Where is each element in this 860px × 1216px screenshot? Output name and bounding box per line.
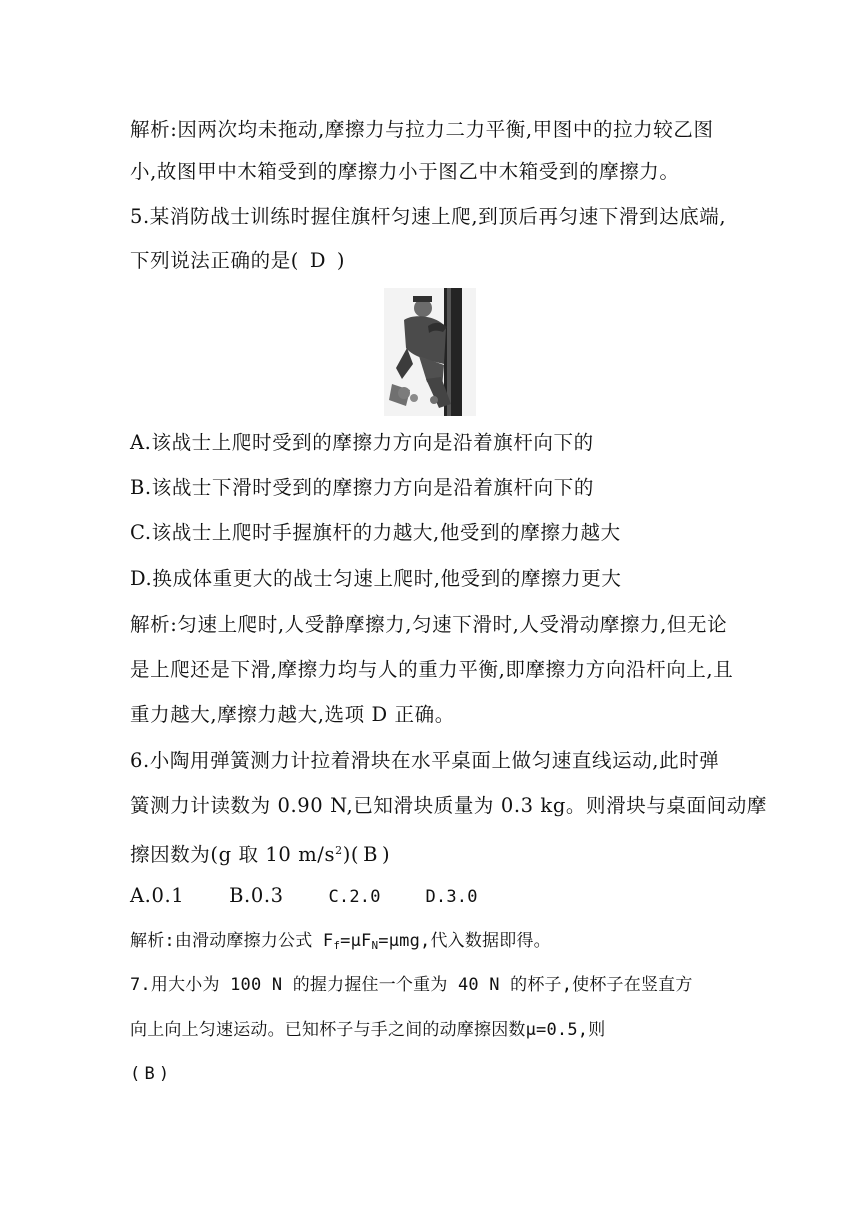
q7-stem-suffix: ) — [158, 1064, 170, 1084]
q6-option-c: C.2.0 — [328, 887, 381, 907]
q5-stem-line-2 — [130, 249, 345, 273]
q6-stem-suffix: ) — [382, 843, 391, 866]
q6-stem-mid: )( — [342, 843, 360, 866]
q6-option-d: D.3.0 — [425, 887, 478, 907]
q5-option-b: B.该战士下滑时受到的摩擦力方向是沿着旗杆向下的 — [130, 476, 594, 499]
q5-answer: D — [309, 249, 327, 272]
q6-option-b: B.0.3 — [229, 884, 284, 907]
q6-stem-line-2: 簧测力计读数为 0.90 N,已知滑块质量为 0.3 kg。则滑块与桌面间动摩 — [130, 794, 767, 817]
q5-stem-prefix: 下列说法正确的是( — [130, 249, 300, 272]
q5-stem-line-1: 5.某消防战士训练时握住旗杆匀速上爬,到顶后再匀速下滑到达底端, — [130, 205, 727, 228]
q5-option-a: A.该战士上爬时受到的摩擦力方向是沿着旗杆向下的 — [130, 431, 594, 454]
q7-stem-prefix: ( — [130, 1064, 141, 1084]
q6-analysis-mid: =μF — [340, 931, 372, 951]
q6-options-row — [130, 884, 516, 909]
soldier-climbing-pole-photo — [384, 288, 476, 416]
q6-analysis-prefix: 解析:由滑动摩擦力公式 F — [130, 931, 334, 951]
q4-analysis-line-1: 解析:因两次均未拖动,摩擦力与拉力二力平衡,甲图中的拉力较乙图 — [130, 118, 714, 141]
q6-answer: B — [363, 843, 379, 866]
q4-analysis-line-2: 小,故图甲中木箱受到的摩擦力小于图乙中木箱受到的摩擦力。 — [130, 160, 680, 183]
q5-analysis-line-3: 重力越大,摩擦力越大,选项 D 正确。 — [130, 703, 455, 726]
q7-answer: B — [144, 1064, 155, 1084]
q6-analysis-suffix: =μmg,代入数据即得。 — [378, 931, 551, 951]
q5-analysis-line-2: 是上爬还是下滑,摩擦力均与人的重力平衡,即摩擦力方向沿杆向上,且 — [130, 658, 734, 681]
q6-analysis-line — [130, 929, 551, 958]
q5-stem-suffix: ) — [336, 249, 346, 272]
q6-stem-line-1: 6.小陶用弹簧测力计拉着滑块在水平桌面上做匀速直线运动,此时弹 — [130, 749, 720, 772]
q5-option-d: D.换成体重更大的战士匀速上爬时,他受到的摩擦力更大 — [130, 567, 622, 590]
q5-analysis-line-1: 解析:匀速上爬时,人受静摩擦力,匀速下滑时,人受滑动摩擦力,但无论 — [130, 613, 728, 636]
friction-subscript: f — [333, 939, 341, 952]
q6-exponent: 2 — [335, 844, 343, 857]
q6-option-a: A.0.1 — [130, 884, 185, 907]
q6-stem-line-3 — [130, 839, 390, 867]
q7-stem-line-3 — [130, 1062, 169, 1086]
normal-force-subscript: N — [371, 939, 379, 952]
q5-option-c: C.该战士上爬时手握旗杆的力越大,他受到的摩擦力越大 — [130, 521, 621, 544]
q7-stem-line-2: 向上向上匀速运动。已知杯子与手之间的动摩擦因数μ=0.5,则 — [130, 1020, 606, 1040]
q7-stem-line-1: 7.用大小为 100 N 的握力握住一个重为 40 N 的杯子,使杯子在竖直方 — [130, 975, 693, 995]
q6-stem-prefix: 擦因数为(g 取 10 m/s — [130, 843, 336, 866]
